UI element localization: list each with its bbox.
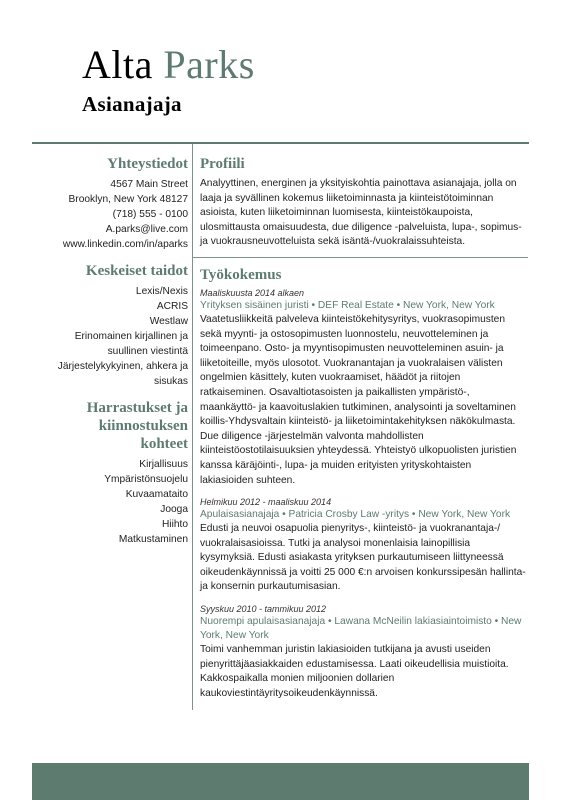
job-date: Maaliskuusta 2014 alkaen: [200, 287, 305, 298]
hobbies-heading-line: kohteet: [140, 436, 188, 452]
skill-item: Westlaw: [149, 316, 188, 327]
job-date: Helmikuu 2012 - maaliskuu 2014: [200, 497, 332, 508]
job-title-line: Yrityksen sisäinen juristi • DEF Real Estate • New York, New York: [200, 299, 495, 311]
contact-city: Brooklyn, New York 48127: [68, 194, 188, 205]
contact-phone: (718) 555 - 0100: [112, 209, 188, 220]
hobby-item: Jooga: [160, 504, 188, 515]
skill-item: suullinen viestintä: [107, 346, 188, 357]
skill-item: Järjestelykykyinen, ahkera ja: [57, 361, 188, 372]
column-divider: [192, 144, 193, 710]
skills-heading: Keskeiset taidot: [85, 263, 188, 279]
first-name: Alta: [82, 42, 153, 87]
profile-text: Analyyttinen, energinen ja yksityiskohtia painottava asianajaja, jolla on laaja ja syvällinen kokemus liiketoiminnasta ja kiinteistötoiminnan asioista, kuten liiketoiminnan luomisesta, kiinteistökaupoista, ulosmittausta omaisuudesta, due diligence -palveluista, lupa-, sopimus- ja vuokrausneuvotteluista sekä isäntä-/vuokralaissuhteista.: [200, 178, 522, 248]
contact-linkedin[interactable]: www.linkedin.com/in/aparks: [62, 239, 188, 250]
contact-heading: Yhteystiedot: [107, 156, 188, 172]
job-entry: [200, 603, 526, 701]
hobby-item: Kirjallisuus: [139, 459, 188, 470]
contact-address: 4567 Main Street: [110, 179, 188, 190]
job-date: Syyskuu 2010 - tammikuu 2012: [200, 604, 327, 615]
skill-item: ACRIS: [156, 301, 188, 312]
hobbies-heading: [32, 399, 188, 453]
top-divider: [32, 142, 529, 144]
skill-item: Lexis/Nexis: [135, 286, 188, 297]
header: [82, 42, 255, 117]
hobbies-heading-line: kiinnostuksen: [98, 418, 188, 434]
hobby-item: Ympäristönsuojelu: [104, 474, 188, 485]
job-title-line: Nuorempi apulaisasianajaja • Lawana McNeilin lakiasiaintoimisto • New York, New York: [200, 616, 522, 642]
profile-heading: Profiili: [200, 156, 245, 172]
full-name: [82, 42, 255, 88]
job-title: Asianajaja: [82, 92, 182, 116]
job-description: Vaatetusliikkeitä palveleva kiinteistökehitysyritys, vuokrasopimusten sekä myynti- ja ostosopimusten luonnostelu, neuvotteleminen ja toimeenpano. Osto- ja myyntisopimusten neuvotteleminen asuin- ja liiketoiteille, myös ulosotot. Vuokranantajan ja vuokralaisen välisten ongelmien käsittely, kuten vuokraamiset, häädöt ja riitojen ratkaiseminen. Osavaltiotasoisten ja paikallisten ympäristö-, maankäyttö- ja kaavoituslakien tutkiminen, analysointi ja soveltaminen koillis-Yhdysvaltain kiinteistö- ja liiketoimintakehityksen näkökulmasta. Due diligence -järjestelmän valvonta mahdollisten kiinteistöostotilaisuuksien yhteydessä. Yhteistyö ulkopuolisten juristien kanssa käräjöinti-, lupa- ja muiden erityisten yrityskohtaisten lakiasioiden suhteen.: [200, 313, 517, 486]
hobby-item: Kuvaamataito: [125, 489, 188, 500]
job-entry: [200, 287, 526, 488]
hobby-item: Hiihto: [161, 519, 188, 530]
footer-bar: [32, 763, 529, 800]
skill-item: sisukas: [154, 376, 188, 387]
job-description: Edusti ja neuvoi osapuolia pienyritys-, kiinteistö- ja vuokranantaja-/ vuokralaisasioissa. Tutki ja analysoi monenlaisia lainopillisia kysymyksiä. Edusti asiakasta yrityksen purkautumiseen liittyneessä oikeudenkäynnissä ja voitti 25 000 €:n arvoisen konkurssipesän hallinta- ja konsernin purkautumisasian.: [200, 523, 526, 593]
job-description: Toimi vanhemman juristin lakiasioiden tutkijana ja avusti useiden pienyrittäjäasiakkaiden edustamisessa. Laati oikeudellisia muistioita. Kakkospaikalla monien miljoonien dollarien kaukoviestintäyritysoikeudenkäynnissä.: [200, 644, 509, 699]
job-title-line: Apulaisasianajaja • Patricia Crosby Law -yritys • New York, New York: [200, 509, 511, 521]
experience-heading: Työkokemus: [200, 266, 282, 283]
last-name: Parks: [163, 42, 255, 87]
hobby-item: Matkustaminen: [118, 534, 188, 545]
left-column: [32, 155, 188, 547]
hobbies-heading-line: Harrastukset ja: [86, 400, 188, 416]
skill-item: Erinomainen kirjallinen ja: [74, 331, 188, 342]
contact-email[interactable]: A.parks@live.com: [105, 224, 188, 235]
right-column: [200, 155, 526, 701]
job-entry: [200, 496, 526, 595]
